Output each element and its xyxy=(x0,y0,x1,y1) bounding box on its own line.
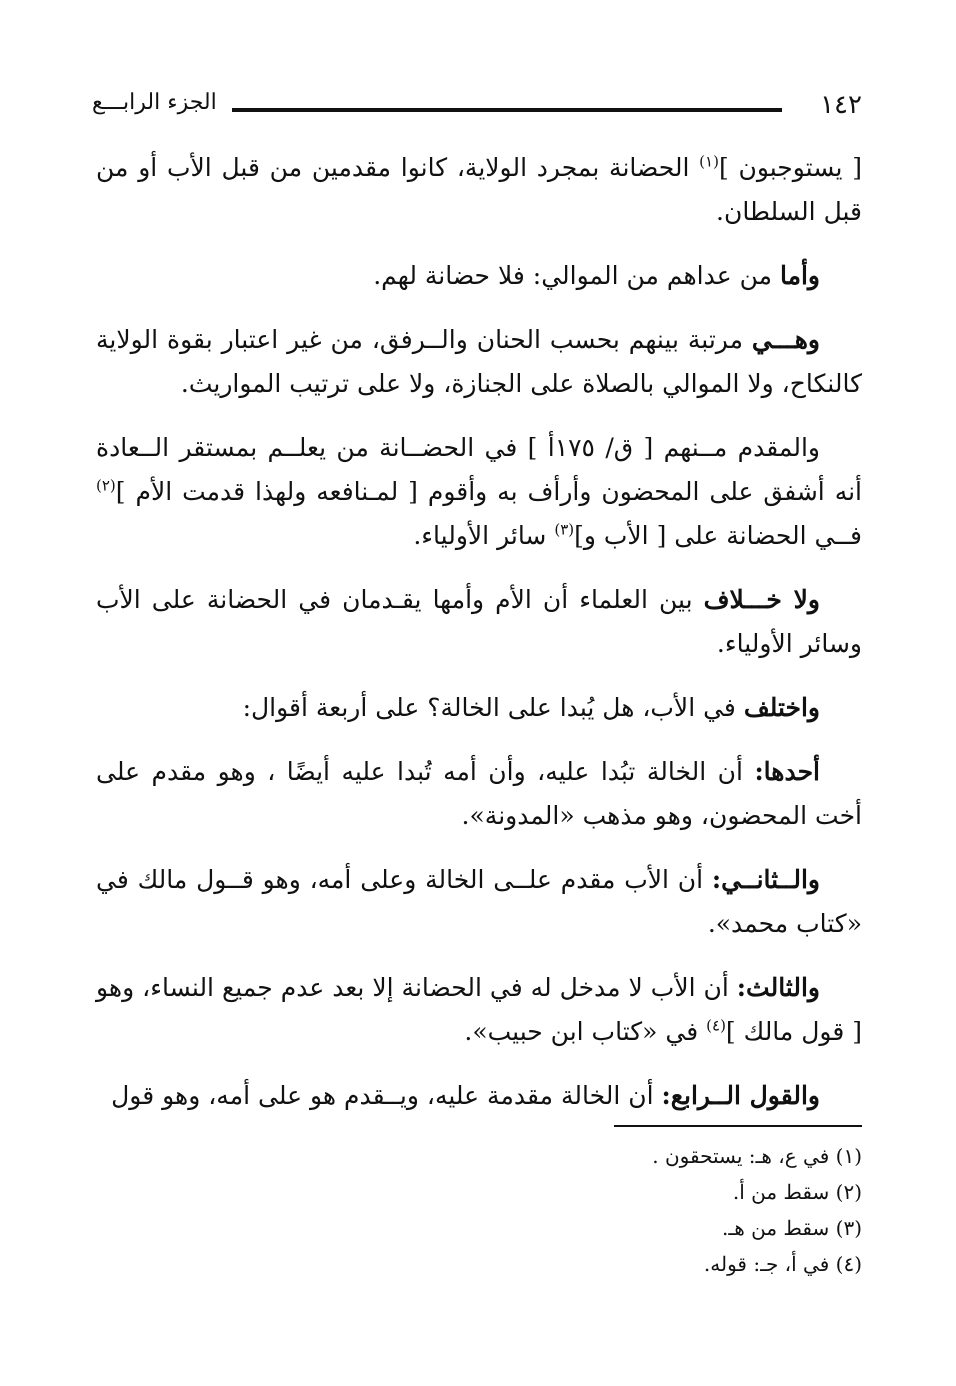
paragraph-text: في «كتاب ابن حبيب». xyxy=(464,1017,707,1046)
main-text xyxy=(96,146,862,1138)
footnote-2: (٢) سقط من أ. xyxy=(732,1180,862,1204)
paragraph-4 xyxy=(96,426,862,558)
paragraph-text: من عداهم من الموالي: فلا حضانة لهم. xyxy=(373,261,780,290)
paragraph-text: أن الأب لا مدخل له في الحضانة إلا بعد عدم جميع النساء، وهو [ قول مالك ] xyxy=(96,973,862,1046)
paragraph-2 xyxy=(96,254,862,298)
paragraph-text: أن الأب مقدم علــى الخالة وعلى أمه، وهو قــول مالك في «كتاب محمد». xyxy=(96,865,862,938)
paragraph-text: أن الخالة تبُدا عليه، وأن أمه تُبدا عليه أيضًا ، وهو مقدم على أخت المحضون، وهو مذهب «المدونة». xyxy=(96,757,862,830)
paragraph-9 xyxy=(96,966,862,1054)
paragraph-text: بين العلماء أن الأم وأمها يقـدمان في الحضانة على الأب وسائر الأولياء. xyxy=(96,585,862,658)
footnotes xyxy=(96,1138,862,1282)
footnote-3: (٣) سقط من هـ. xyxy=(722,1216,862,1240)
paragraph-10 xyxy=(96,1074,862,1118)
footnote-4: (٤) في أ، جـ: قوله. xyxy=(703,1252,862,1276)
paragraph-text: أن الخالة مقدمة عليه، ويــقدم هو على أمه، وهو قول xyxy=(111,1081,662,1110)
paragraph-text: سائر الأولياء. xyxy=(413,521,555,550)
header-rule xyxy=(232,108,782,112)
page-header xyxy=(92,86,862,136)
paragraph-text: [ يستوجبون ] xyxy=(718,153,862,182)
paragraph-lead: والثالث: xyxy=(736,973,820,1002)
paragraph-text: فــي الحضانة على [ الأب و] xyxy=(574,521,862,550)
footnote-ref-2: (٢) xyxy=(96,476,116,495)
paragraph-lead: واختلف xyxy=(743,693,820,722)
running-title: الجزء الرابـــع xyxy=(92,90,217,115)
footnote-ref-3: (٣) xyxy=(554,520,575,539)
paragraph-lead: وهـــي xyxy=(751,325,820,354)
paragraph-lead: والقول الــرابع: xyxy=(661,1081,820,1110)
paragraph-text: مرتبة بينهم بحسب الحنان والــرفق، من غير اعتبار بقوة الولاية كالنكاح، ولا الموالي بالصلاة على الجنازة، ولا على ترتيب المواريث. xyxy=(96,325,862,398)
paragraph-text: والمقدم مــنهم [ ق/ ١٧٥أ ] في الحضــانة من يعلــم بمستقر الــعادة أنه أشفق على المحضون وأرأف به وأقوم [ لمـنافعه ولهذا قدمت الأم ] xyxy=(96,433,862,506)
paragraph-7 xyxy=(96,750,862,838)
footnote-ref-1: (١) xyxy=(699,152,719,171)
page-number: ١٤٢ xyxy=(820,90,862,120)
paragraph-lead: ولا خـــلاف xyxy=(703,585,820,614)
footnote-ref-4: (٤) xyxy=(706,1016,726,1035)
footnote-1: (١) في ع، هـ: يستحقون . xyxy=(652,1144,862,1168)
footnote-divider xyxy=(614,1125,862,1127)
paragraph-text: الحضانة بمجرد الولاية، كانوا مقدمين من قبل الأب أو من قبل السلطان. xyxy=(96,153,862,226)
paragraph-8 xyxy=(96,858,862,946)
paragraph-text: في الأب، هل يُبدا على الخالة؟ على أربعة أقوال: xyxy=(242,693,744,722)
paragraph-5 xyxy=(96,578,862,666)
paragraph-lead: والــثانــي: xyxy=(711,865,820,894)
paragraph-6 xyxy=(96,686,862,730)
paragraph-lead: وأما xyxy=(779,261,820,290)
paragraph-lead: أحدها: xyxy=(754,757,820,786)
paragraph-1 xyxy=(96,146,862,234)
paragraph-3 xyxy=(96,318,862,406)
